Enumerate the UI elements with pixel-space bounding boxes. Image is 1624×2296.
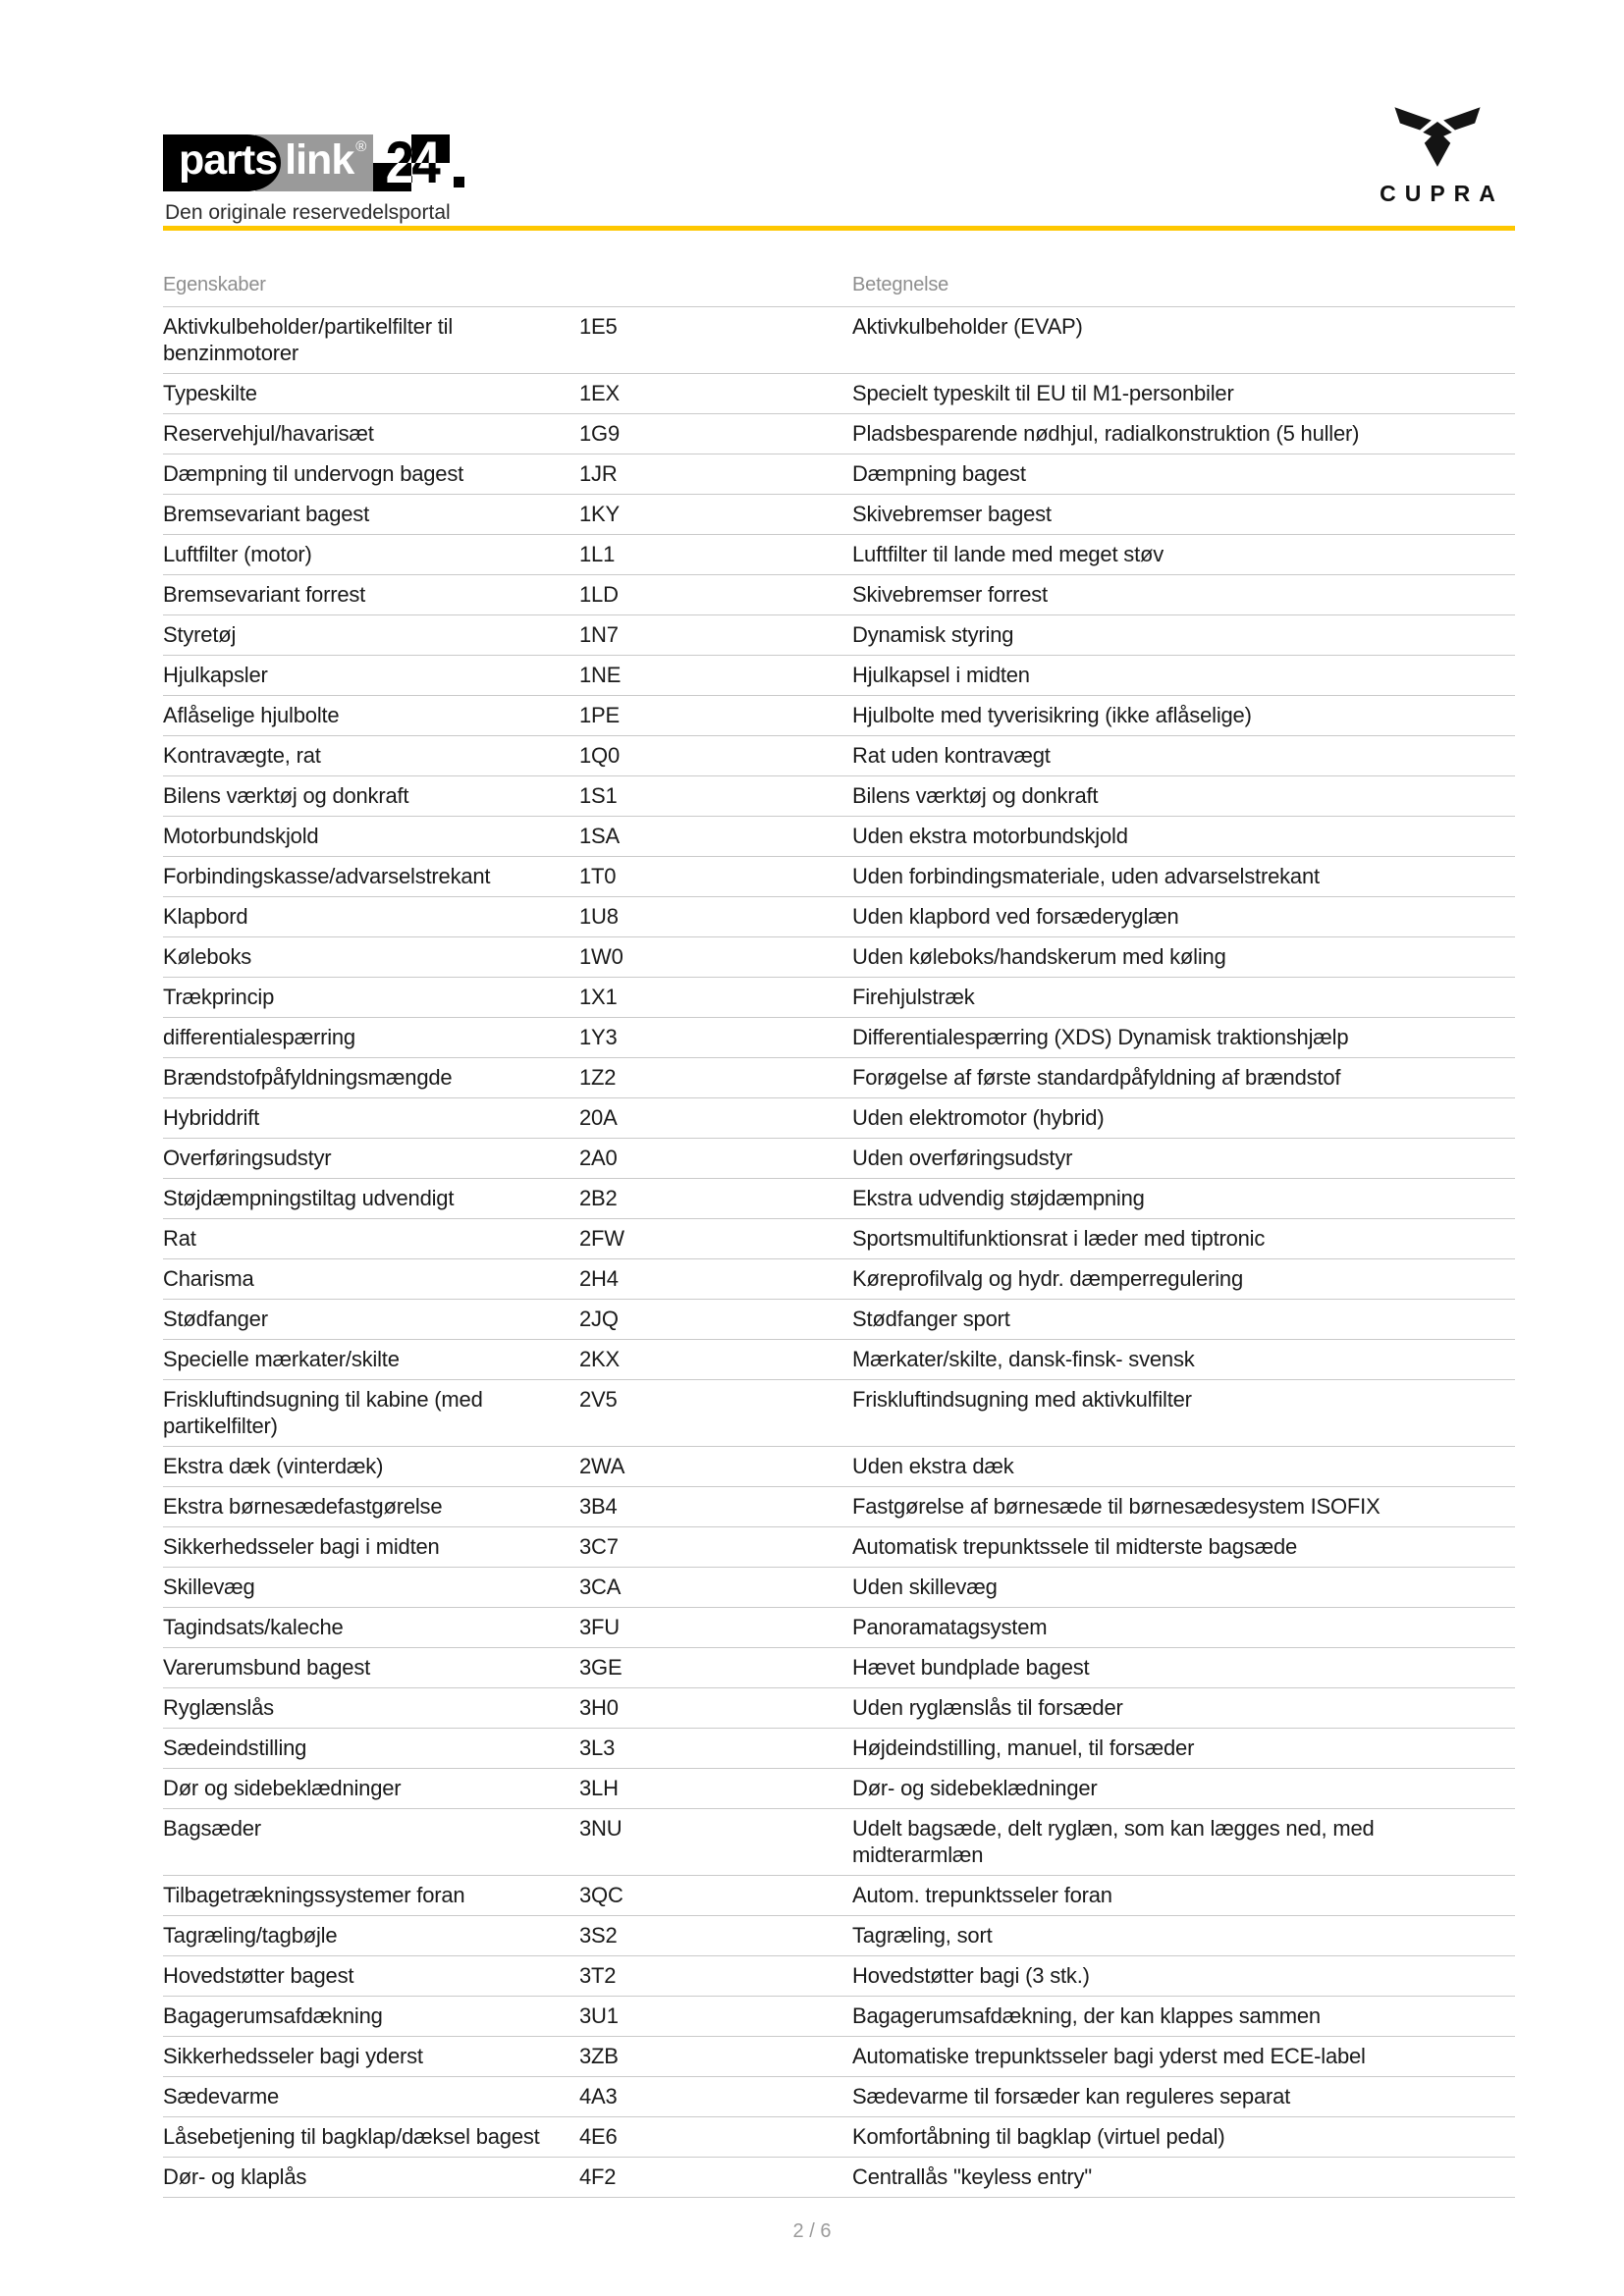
table-row	[163, 1058, 1515, 1098]
cell-property: Trækprincip	[163, 985, 275, 1009]
table-row	[163, 1648, 1515, 1688]
cell-description: Sportsmultifunktionsrat i læder med tiptronic	[852, 1226, 1266, 1251]
cell-property: differentialespærring	[163, 1025, 355, 1049]
cupra-logo	[1364, 101, 1511, 207]
cell-property: Aflåselige hjulbolte	[163, 703, 340, 727]
cell-description: Højdeindstilling, manuel, til forsæder	[852, 1735, 1195, 1760]
cell-property: Specielle mærkater/skilte	[163, 1347, 400, 1371]
cell-code: 20A	[579, 1105, 618, 1130]
cell-property: Brændstofpåfyldningsmængde	[163, 1065, 453, 1090]
cell-code: 2H4	[579, 1266, 619, 1291]
cell-description: Dør- og sidebeklædninger	[852, 1776, 1098, 1800]
cell-code: 3QC	[579, 1883, 623, 1907]
cell-code: 3CA	[579, 1575, 622, 1599]
partslink24-logo-period-icon	[454, 177, 464, 187]
table-row	[163, 696, 1515, 736]
table-row	[163, 495, 1515, 535]
cell-description: Skivebremser bagest	[852, 502, 1052, 526]
table-row	[163, 1380, 1515, 1447]
cell-code: 1NE	[579, 663, 622, 687]
cell-description: Hovedstøtter bagi (3 stk.)	[852, 1963, 1090, 1988]
cell-code: 1E5	[579, 314, 618, 339]
cell-description: Aktivkulbeholder (EVAP)	[852, 314, 1083, 339]
attributes-table	[163, 265, 1515, 2198]
cell-description: Centrallås "keyless entry"	[852, 2164, 1092, 2189]
page-number-indicator: 2 / 6	[792, 2220, 832, 2242]
cell-description: Firehjulstræk	[852, 985, 975, 1009]
cell-code: 1Q0	[579, 743, 620, 768]
cell-description: Specielt typeskilt til EU til M1-personbiler	[852, 381, 1234, 405]
table-row	[163, 374, 1515, 414]
cell-property: Bagsæder	[163, 1816, 261, 1841]
cell-code: 1S1	[579, 783, 618, 808]
cell-code: 3L3	[579, 1735, 616, 1760]
cell-description: Skivebremser forrest	[852, 582, 1048, 607]
cell-code: 1PE	[579, 703, 620, 727]
attributes-table-header	[163, 265, 1515, 307]
cell-property: Tagræling/tagbøjle	[163, 1923, 338, 1948]
cell-description: Uden overføringsudstyr	[852, 1146, 1073, 1170]
cell-description: Bagagerumsafdækning, der kan klappes sammen	[852, 2003, 1321, 2028]
table-row	[163, 1527, 1515, 1568]
cell-description: Uden elektromotor (hybrid)	[852, 1105, 1105, 1130]
table-row	[163, 535, 1515, 575]
cell-code: 3H0	[579, 1695, 619, 1720]
cell-description: Panoramatagsystem	[852, 1615, 1048, 1639]
cell-property: Reservehjul/havarisæt	[163, 421, 374, 446]
table-row	[163, 817, 1515, 857]
cell-description: Uden ekstra dæk	[852, 1454, 1014, 1478]
cell-description: Uden forbindingsmateriale, uden advarselstrekant	[852, 864, 1320, 888]
cell-property: Friskluftindsugning til kabine (med partikelfilter)	[163, 1387, 483, 1438]
cell-property: Charisma	[163, 1266, 254, 1291]
cell-property: Bilens værktøj og donkraft	[163, 783, 409, 808]
table-row	[163, 2037, 1515, 2077]
cell-property: Skillevæg	[163, 1575, 255, 1599]
table-row	[163, 307, 1515, 374]
cell-property: Kontravægte, rat	[163, 743, 321, 768]
cell-code: 2V5	[579, 1387, 618, 1412]
table-row	[163, 1809, 1515, 1876]
table-row	[163, 1098, 1515, 1139]
attributes-table-body	[163, 307, 1515, 2198]
cell-code: 1SA	[579, 824, 620, 848]
cell-code: 1L1	[579, 542, 616, 566]
cell-property: Sikkerhedsseler bagi i midten	[163, 1534, 440, 1559]
cell-description: Uden skillevæg	[852, 1575, 998, 1599]
cell-description: Sædevarme til forsæder kan reguleres separat	[852, 2084, 1291, 2109]
table-row	[163, 1997, 1515, 2037]
cell-description: Udelt bagsæde, delt ryglæn, som kan lægges ned, med midterarmlæn	[852, 1816, 1375, 1867]
table-row	[163, 1769, 1515, 1809]
cell-description: Hjulkapsel i midten	[852, 663, 1030, 687]
table-row	[163, 1179, 1515, 1219]
partslink24-logo-24-checker	[373, 130, 450, 195]
cell-property: Dør- og klaplås	[163, 2164, 307, 2189]
table-row	[163, 1259, 1515, 1300]
cell-property: Hybriddrift	[163, 1105, 260, 1130]
cell-code: 3FU	[579, 1615, 620, 1639]
cell-description: Uden køleboks/handskerum med køling	[852, 944, 1226, 969]
table-row	[163, 1729, 1515, 1769]
cell-property: Sædeindstilling	[163, 1735, 307, 1760]
cell-property: Klapbord	[163, 904, 248, 929]
cell-description: Luftfilter til lande med meget støv	[852, 542, 1164, 566]
cell-description: Autom. trepunktsseler foran	[852, 1883, 1112, 1907]
table-row	[163, 575, 1515, 615]
cell-property: Køleboks	[163, 944, 252, 969]
cell-description: Friskluftindsugning med aktivkulfilter	[852, 1387, 1192, 1412]
cell-code: 4F2	[579, 2164, 617, 2189]
cell-description: Uden klapbord ved forsæderyglæn	[852, 904, 1179, 929]
cupra-emblem-icon	[1387, 101, 1488, 170]
brand-accent-rule	[163, 226, 1515, 231]
cell-code: 2KX	[579, 1347, 620, 1371]
cell-property: Ekstra dæk (vinterdæk)	[163, 1454, 384, 1478]
partslink24-logo-link-text: link	[285, 135, 354, 184]
column-header-spacer	[579, 274, 852, 296]
partslink24-logo-24-text: 24	[385, 130, 439, 195]
cell-code: 3LH	[579, 1776, 619, 1800]
cell-description: Automatisk trepunktssele til midterste bagsæde	[852, 1534, 1298, 1559]
table-row	[163, 897, 1515, 937]
cell-code: 1T0	[579, 864, 617, 888]
cell-description: Køreprofilvalg og hydr. dæmperregulering	[852, 1266, 1243, 1291]
cell-property: Bagagerumsafdækning	[163, 2003, 383, 2028]
cell-property: Dæmpning til undervogn bagest	[163, 461, 464, 486]
registered-trademark-icon: ®	[355, 138, 366, 155]
cell-code: 3NU	[579, 1816, 623, 1841]
cell-code: 1Y3	[579, 1025, 618, 1049]
cell-code: 4A3	[579, 2084, 618, 2109]
cell-property: Varerumsbund bagest	[163, 1655, 371, 1680]
cell-property: Sikkerhedsseler bagi yderst	[163, 2044, 423, 2068]
cell-description: Fastgørelse af børnesæde til børnesædesystem ISOFIX	[852, 1494, 1380, 1519]
table-row	[163, 1568, 1515, 1608]
partslink24-logo-parts-segment	[163, 134, 281, 191]
table-row	[163, 2158, 1515, 2198]
cell-code: 3ZB	[579, 2044, 619, 2068]
cell-description: Uden ryglænslås til forsæder	[852, 1695, 1123, 1720]
cell-property: Dør og sidebeklædninger	[163, 1776, 402, 1800]
cell-property: Tilbagetrækningssystemer foran	[163, 1883, 465, 1907]
table-row	[163, 1300, 1515, 1340]
cell-description: Differentialespærring (XDS) Dynamisk traktionshjælp	[852, 1025, 1349, 1049]
cell-code: 3S2	[579, 1923, 618, 1948]
column-header-betegnelse: Betegnelse	[852, 274, 949, 295]
cell-description: Mærkater/skilte, dansk-finsk- svensk	[852, 1347, 1195, 1371]
cell-property: Stødfanger	[163, 1307, 268, 1331]
table-row	[163, 1018, 1515, 1058]
cell-description: Bilens værktøj og donkraft	[852, 783, 1099, 808]
cell-description: Dynamisk styring	[852, 622, 1014, 647]
cell-code: 1LD	[579, 582, 619, 607]
cell-property: Ekstra børnesædefastgørelse	[163, 1494, 443, 1519]
table-row	[163, 2077, 1515, 2117]
cell-property: Motorbundskjold	[163, 824, 319, 848]
cell-code: 3B4	[579, 1494, 618, 1519]
table-row	[163, 776, 1515, 817]
cell-property: Hovedstøtter bagest	[163, 1963, 354, 1988]
table-row	[163, 1956, 1515, 1997]
cell-code: 3T2	[579, 1963, 617, 1988]
cell-code: 3GE	[579, 1655, 623, 1680]
table-row	[163, 615, 1515, 656]
cell-property: Rat	[163, 1226, 196, 1251]
cell-property: Låsebetjening til bagklap/dæksel bagest	[163, 2124, 540, 2149]
table-row	[163, 1487, 1515, 1527]
table-row	[163, 1688, 1515, 1729]
cell-code: 2B2	[579, 1186, 618, 1210]
cell-property: Tagindsats/kaleche	[163, 1615, 344, 1639]
cell-property: Forbindingskasse/advarselstrekant	[163, 864, 491, 888]
cell-property: Bremsevariant forrest	[163, 582, 366, 607]
cupra-wordmark: CUPRA	[1380, 181, 1504, 206]
page-header	[163, 101, 1515, 229]
cell-description: Rat uden kontravægt	[852, 743, 1051, 768]
cell-code: 2A0	[579, 1146, 618, 1170]
cell-code: 4E6	[579, 2124, 618, 2149]
table-row	[163, 1876, 1515, 1916]
cell-property: Sædevarme	[163, 2084, 280, 2109]
cell-property: Hjulkapsler	[163, 663, 268, 687]
cell-description: Forøgelse af første standardpåfyldning af brændstof	[852, 1065, 1341, 1090]
cell-description: Uden ekstra motorbundskjold	[852, 824, 1128, 848]
cell-description: Komfortåbning til bagklap (virtuel pedal)	[852, 2124, 1225, 2149]
cell-code: 2FW	[579, 1226, 624, 1251]
table-row	[163, 857, 1515, 897]
cell-code: 2WA	[579, 1454, 625, 1478]
table-row	[163, 2117, 1515, 2158]
table-row	[163, 1219, 1515, 1259]
brand-tagline: Den originale reservedelsportal	[165, 201, 451, 224]
column-header-egenskaber: Egenskaber	[163, 274, 266, 295]
cell-property: Overføringsudstyr	[163, 1146, 332, 1170]
table-row	[163, 454, 1515, 495]
partslink24-logo-parts-text: parts	[179, 135, 278, 184]
cell-description: Dæmpning bagest	[852, 461, 1026, 486]
cell-property: Luftfilter (motor)	[163, 542, 312, 566]
table-row	[163, 656, 1515, 696]
cell-code: 1U8	[579, 904, 619, 929]
table-row	[163, 978, 1515, 1018]
cell-code: 1X1	[579, 985, 618, 1009]
cell-code: 3U1	[579, 2003, 619, 2028]
cell-description: Pladsbesparende nødhjul, radialkonstruktion (5 huller)	[852, 421, 1360, 446]
table-row	[163, 937, 1515, 978]
partslink24-logo	[163, 130, 464, 195]
table-row	[163, 1139, 1515, 1179]
cell-description: Automatiske trepunktsseler bagi yderst med ECE-label	[852, 2044, 1366, 2068]
table-row	[163, 1916, 1515, 1956]
table-row	[163, 1447, 1515, 1487]
cell-code: 3C7	[579, 1534, 619, 1559]
cell-code: 1EX	[579, 381, 620, 405]
cell-code: 1N7	[579, 622, 619, 647]
cell-description: Ekstra udvendig støjdæmpning	[852, 1186, 1145, 1210]
table-row	[163, 736, 1515, 776]
cell-property: Bremsevariant bagest	[163, 502, 369, 526]
cell-code: 1JR	[579, 461, 618, 486]
table-row	[163, 414, 1515, 454]
cell-property: Typeskilte	[163, 381, 257, 405]
cell-property: Styretøj	[163, 622, 237, 647]
cell-code: 1KY	[579, 502, 620, 526]
cell-property: Støjdæmpningstiltag udvendigt	[163, 1186, 455, 1210]
cell-property: Aktivkulbeholder/partikelfilter til benzinmotorer	[163, 314, 454, 365]
cell-description: Hævet bundplade bagest	[852, 1655, 1090, 1680]
cell-code: 2JQ	[579, 1307, 619, 1331]
table-row	[163, 1608, 1515, 1648]
cell-code: 1Z2	[579, 1065, 617, 1090]
cell-property: Ryglænslås	[163, 1695, 274, 1720]
cell-description: Stødfanger sport	[852, 1307, 1010, 1331]
table-row	[163, 1340, 1515, 1380]
cell-code: 1W0	[579, 944, 623, 969]
cell-description: Hjulbolte med tyverisikring (ikke aflåselige)	[852, 703, 1252, 727]
cell-description: Tagræling, sort	[852, 1923, 993, 1948]
cell-code: 1G9	[579, 421, 620, 446]
